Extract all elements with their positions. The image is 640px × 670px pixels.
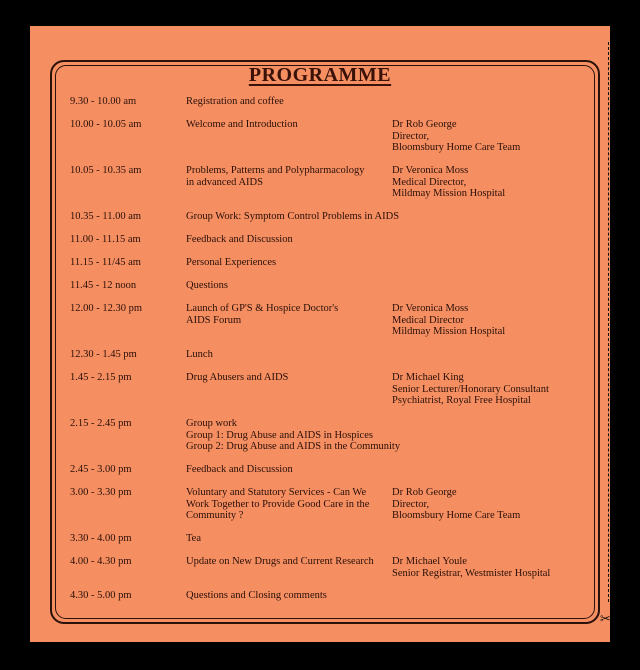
session-time: 4.30 - 5.00 pm — [70, 590, 132, 601]
session-title-line: Registration and coffee — [186, 96, 284, 107]
session-title — [186, 487, 369, 522]
session-title — [186, 211, 399, 223]
speaker-line: Dr Rob George — [392, 119, 457, 130]
session-title-line: Launch of GP'S & Hospice Doctor's — [186, 303, 339, 314]
session-time: 2.15 - 2.45 pm — [70, 418, 132, 429]
speaker-line: Medical Director — [392, 314, 465, 326]
session-time: 11.15 - 11/45 am — [70, 257, 141, 268]
session-title — [186, 464, 293, 476]
session-title-line: Questions — [186, 280, 228, 291]
speaker-line: Dr Veronica Moss — [392, 165, 469, 176]
programme-sheet — [30, 26, 610, 642]
session-title — [186, 96, 284, 108]
session-title-line: AIDS Forum — [186, 314, 242, 326]
session-title — [186, 590, 327, 602]
session-title-line: Welcome and Introduction — [186, 119, 298, 130]
speaker-line: Dr Rob George — [392, 487, 457, 498]
session-title — [186, 257, 276, 269]
session-title — [186, 280, 228, 292]
session-speaker — [392, 556, 550, 579]
session-title — [186, 533, 201, 545]
cut-line — [608, 42, 609, 602]
speaker-line: Dr Michael Youle — [392, 556, 467, 567]
speaker-line: Senior Lecturer/Honorary Consultant — [392, 383, 549, 395]
session-title-line: Group work — [186, 418, 238, 429]
session-title — [186, 303, 338, 326]
speaker-line: Bloomsbury Home Care Team — [392, 142, 521, 153]
speaker-line: Bloomsbury Home Care Team — [392, 510, 521, 521]
session-title-line: Drug Abusers and AIDS — [186, 372, 289, 383]
session-title-line: Personal Experiences — [186, 257, 277, 268]
speaker-line: Dr Veronica Moss — [392, 303, 469, 314]
session-title-line: Tea — [186, 533, 202, 544]
session-time: 2.45 - 3.00 pm — [70, 464, 132, 475]
session-title — [186, 418, 400, 453]
session-title-line: Lunch — [186, 349, 213, 360]
speaker-line: Dr Michael King — [392, 372, 464, 383]
session-title — [186, 556, 374, 568]
session-speaker — [392, 119, 520, 154]
session-time: 10.00 - 10.05 am — [70, 119, 142, 130]
session-title-line: Group 1: Drug Abuse and AIDS in Hospices — [186, 429, 373, 441]
session-title-line: Problems, Patterns and Polypharmacology — [186, 165, 365, 176]
speaker-line: Mildmay Mission Hospital — [392, 326, 506, 337]
page-title: PROGRAMME — [248, 64, 392, 86]
session-title-line: Feedback and Discussion — [186, 464, 293, 475]
scissors-icon: ✂ — [600, 612, 611, 627]
session-title — [186, 349, 213, 361]
session-title-line: Work Together to Provide Good Care in the — [186, 498, 370, 510]
session-title-line: Questions and Closing comments — [186, 590, 327, 601]
session-title — [186, 234, 293, 246]
session-time: 11.00 - 11.15 am — [70, 234, 141, 245]
session-title — [186, 372, 288, 384]
speaker-line: Director, — [392, 498, 430, 510]
session-title-line: Group 2: Drug Abuse and AIDS in the Community — [186, 441, 401, 452]
session-time: 1.45 - 2.15 pm — [70, 372, 132, 383]
session-title-line: Community ? — [186, 510, 244, 521]
session-speaker — [392, 487, 520, 522]
session-title-line: Group Work: Symptom Control Problems in AIDS — [186, 211, 400, 222]
session-title — [186, 119, 298, 131]
session-title-line: Update on New Drugs and Current Research — [186, 556, 374, 567]
speaker-line: Senior Registrar, Westmister Hospital — [392, 567, 551, 579]
session-time: 3.30 - 4.00 pm — [70, 533, 132, 544]
session-time: 4.00 - 4.30 pm — [70, 556, 132, 567]
session-speaker — [392, 165, 505, 200]
session-title-line: in advanced AIDS — [186, 176, 263, 188]
session-time: 9.30 - 10.00 am — [70, 96, 137, 107]
session-time: 3.00 - 3.30 pm — [70, 487, 132, 498]
session-title-line: Feedback and Discussion — [186, 234, 293, 245]
session-speaker — [392, 372, 549, 407]
speaker-line: Medical Director, — [392, 176, 467, 188]
session-time: 11.45 - 12 noon — [70, 280, 137, 291]
session-title-line: Voluntary and Statutory Services - Can We — [186, 487, 367, 498]
session-time: 12.30 - 1.45 pm — [70, 349, 137, 360]
session-time: 10.35 - 11.00 am — [70, 211, 142, 222]
session-speaker — [392, 303, 505, 338]
speaker-line: Director, — [392, 130, 430, 142]
session-time: 10.05 - 10.35 am — [70, 165, 142, 176]
speaker-line: Psychiatrist, Royal Free Hospital — [392, 395, 531, 406]
session-time: 12.00 - 12.30 pm — [70, 303, 143, 314]
session-title — [186, 165, 364, 188]
speaker-line: Mildmay Mission Hospital — [392, 188, 506, 199]
